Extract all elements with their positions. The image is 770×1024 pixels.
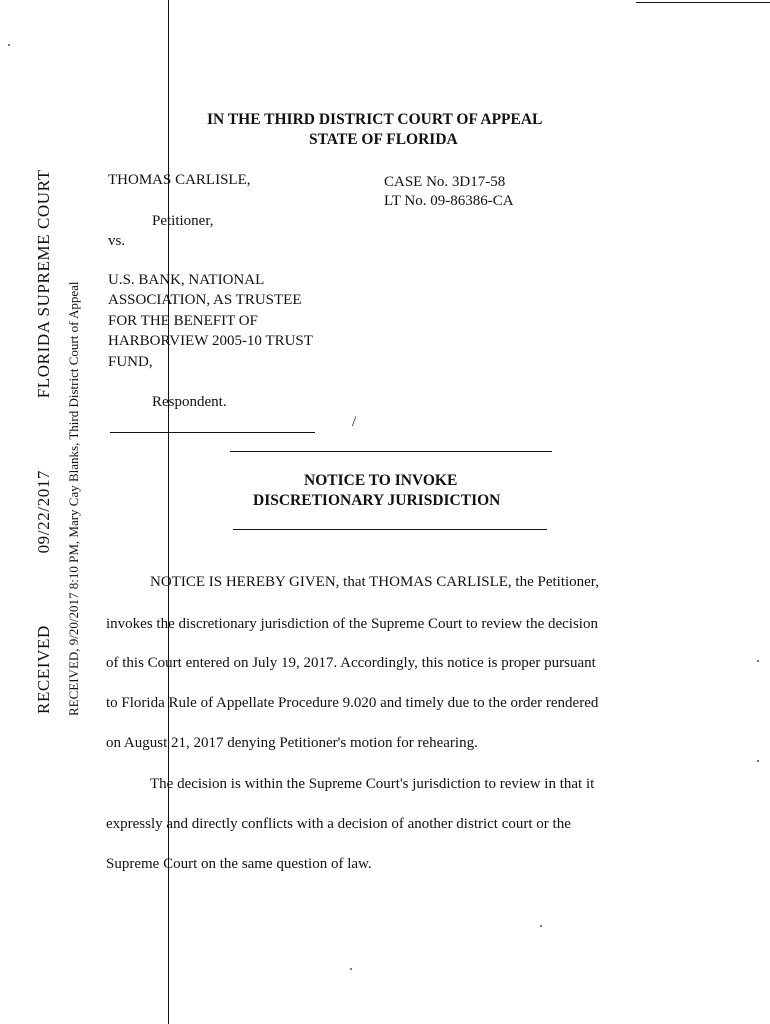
title-bottom-rule (233, 529, 547, 530)
court-heading-line1: IN THE THIRD DISTRICT COURT OF APPEAL (207, 111, 543, 128)
body-line: Supreme Court on the same question of law. (106, 856, 372, 872)
respondent-line: U.S. BANK, NATIONAL (108, 272, 265, 288)
scan-speck (8, 44, 10, 46)
body-line: The decision is within the Supreme Court's jurisdiction to review in that it (150, 776, 595, 792)
respondent-line: FUND, (108, 354, 153, 370)
body-line: expressly and directly conflicts with a decision of another district court or the (106, 816, 571, 832)
caption-rule (110, 432, 315, 433)
versus: vs. (108, 233, 126, 249)
lower-tribunal-number: LT No. 09-86386-CA (384, 193, 514, 209)
respondent-line: ASSOCIATION, AS TRUSTEE (108, 292, 302, 308)
document-title-line2: DISCRETIONARY JURISDICTION (253, 492, 501, 509)
stamp-efiling-line: RECEIVED, 9/20/2017 8:10 PM, Mary Cay Blanks, Third District Court of Appeal (66, 281, 81, 716)
body-line: NOTICE IS HEREBY GIVEN, that THOMAS CARLISLE, the Petitioner, (150, 574, 599, 590)
stamp-court: FLORIDA SUPREME COURT (34, 169, 53, 399)
scan-speck (540, 925, 542, 927)
body-line: on August 21, 2017 denying Petitioner's motion for rehearing. (106, 735, 478, 751)
petitioner-name: THOMAS CARLISLE, (108, 172, 251, 188)
respondent-role: Respondent. (152, 394, 227, 410)
received-stamp (34, 169, 54, 714)
respondent-line: FOR THE BENEFIT OF (108, 313, 258, 329)
body-line: invokes the discretionary jurisdiction of the Supreme Court to review the decision (106, 616, 598, 632)
court-heading-line2: STATE OF FLORIDA (309, 131, 458, 148)
efiling-stamp (66, 281, 82, 716)
title-top-rule (230, 451, 552, 452)
petitioner-role: Petitioner, (152, 213, 214, 229)
respondent-line: HARBORVIEW 2005-10 TRUST (108, 333, 313, 349)
caption-slash: / (352, 414, 357, 430)
scan-top-right-rule (636, 2, 770, 3)
scan-speck (757, 760, 759, 762)
case-number: CASE No. 3D17-58 (384, 174, 506, 190)
stamp-date: 09/22/2017 (34, 469, 53, 554)
scan-speck (757, 660, 759, 662)
scan-speck (350, 968, 352, 970)
document-title-line1: NOTICE TO INVOKE (304, 472, 458, 489)
stamp-received: RECEIVED (34, 625, 53, 714)
body-line: of this Court entered on July 19, 2017. Accordingly, this notice is proper pursuant (106, 655, 596, 671)
body-line: to Florida Rule of Appellate Procedure 9.020 and timely due to the order rendered (106, 695, 599, 711)
